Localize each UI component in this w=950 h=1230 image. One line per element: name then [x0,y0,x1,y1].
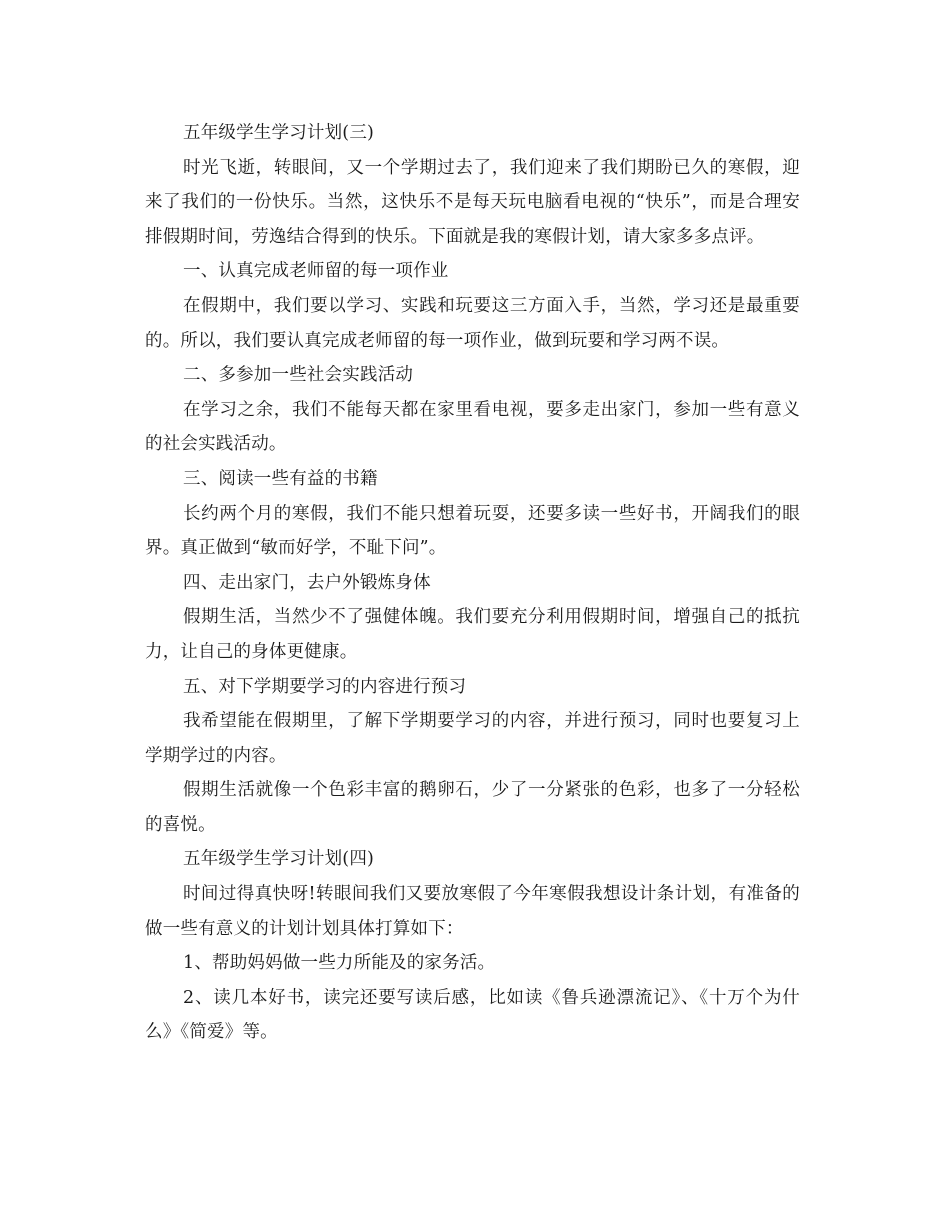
intro-paragraph: 时光飞逝，转眼间，又一个学期过去了，我们迎来了我们期盼已久的寒假，迎来了我们的一份快乐。当然，这快乐不是每天玩电脑看电视的“快乐”，而是合理安排假期时间，劳逸结合得到的快乐。下面就是我的寒假计划，请大家多多点评。 [145,157,800,247]
plan-heading-3: 三、阅读一些有益的书籍 [183,468,378,489]
plan-heading-5: 五、对下学期要学习的内容进行预习 [183,676,467,697]
plan-heading-4: 四、走出家门，去户外锻炼身体 [183,572,431,593]
document-body [145,116,800,1050]
plan-paragraph-1: 在假期中，我们要以学习、实践和玩要这三方面入手，当然，学习还是最重要的。所以，我们要认真完成老师留的每一项作业，做到玩要和学习两不误。 [145,295,800,351]
plan-paragraph-3: 长约两个月的寒假，我们不能只想着玩耍，还要多读一些好书，开阔我们的眼界。真正做到“敏而好学，不耻下问”。 [145,503,800,559]
closing-paragraph: 假期生活就像一个色彩丰富的鹅卵石，少了一分紧张的色彩，也多了一分轻松的喜悦。 [145,780,800,835]
intro-paragraph-4: 时间过得真快呀!转眼间我们又要放寒假了今年寒假我想设计条计划，有准备的做一些有意义的计划计划具体打算如下： [145,884,800,939]
plan-heading-2: 二、多参加一些社会实践活动 [183,365,414,386]
plan-paragraph-2: 在学习之余，我们不能每天都在家里看电视，要多走出家门，参加一些有意义的社会实践活动。 [145,399,800,455]
plan-paragraph-4: 假期生活，当然少不了强健体魄。我们要充分利用假期时间，增强自己的抵抗力，让自己的身体更健康。 [145,607,800,662]
plan-heading-1: 一、认真完成老师留的每一项作业 [183,261,449,282]
plan-paragraph-5: 我希望能在假期里，了解下学期要学习的内容，并进行预习，同时也要复习上学期学过的内容。 [145,711,800,766]
list-item-1: 1、帮助妈妈做一些力所能及的家务活。 [183,953,496,974]
section-title-3: 五年级学生学习计划(三) [183,123,375,143]
section-title-4: 五年级学生学习计划(四) [183,849,375,870]
list-item-2: 2、读几本好书，读完还要写读后感，比如读《鲁兵逊漂流记》、《十万个为什么》《简爱》等。 [145,987,800,1043]
